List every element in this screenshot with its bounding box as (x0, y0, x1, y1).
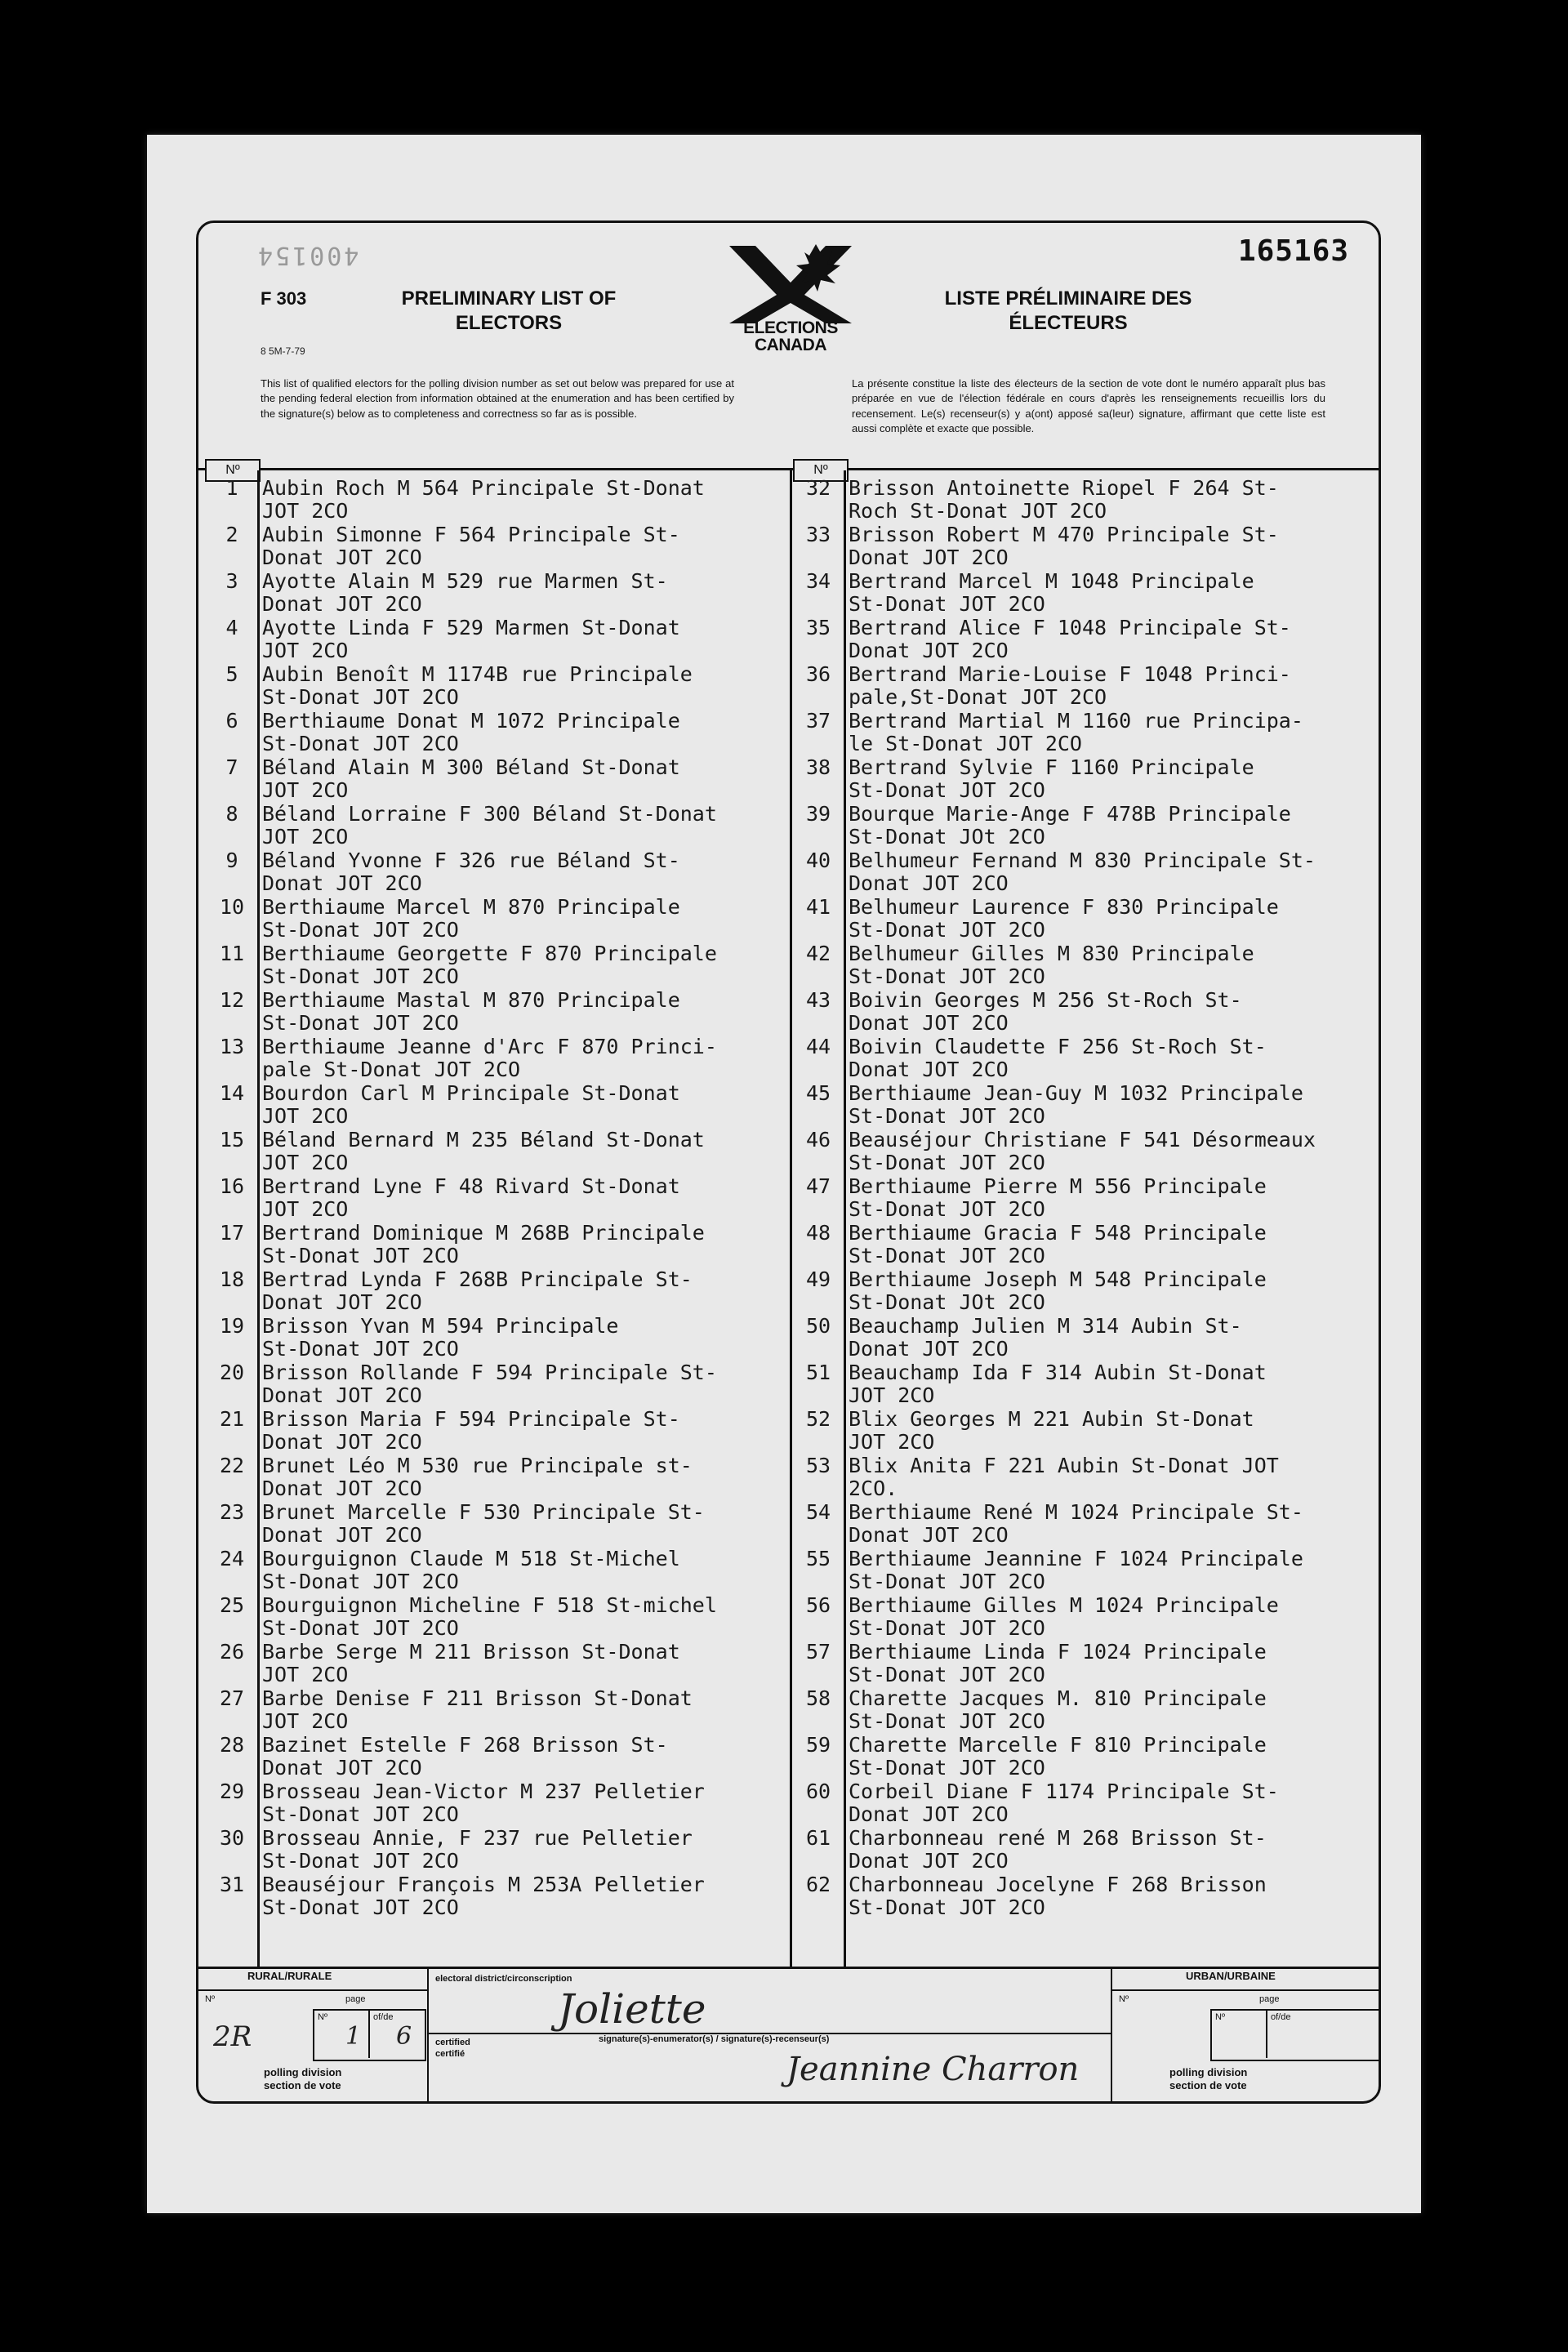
page-of-label: of/de (373, 2012, 394, 2022)
elector-number: 24 (219, 1547, 245, 1570)
elector-number: 8 (225, 802, 238, 826)
elector-line-2: JOT 2CO (849, 1383, 935, 1407)
signature-label: signature(s)-enumerator(s) / signature(s)-recenseur(s) (599, 2034, 830, 2044)
elector-number: 45 (805, 1081, 831, 1105)
elector-number: 40 (805, 849, 831, 872)
elector-details (849, 570, 1254, 616)
elector-line-2: JOT 2CO (262, 1104, 349, 1128)
elector-details (849, 1129, 1316, 1174)
elector-line-2: Donat JOT 2CO (849, 1337, 1009, 1361)
urban-page-no-label: Nº (1215, 2012, 1225, 2022)
elector-line-1: Bourdon Carl M Principale St-Donat (262, 1081, 680, 1105)
elector-details (262, 1454, 693, 1500)
rural-label: RURAL/RURALE (247, 1970, 332, 1982)
elector-line-2: JOT 2CO (262, 499, 349, 523)
rural-page-label: page (345, 1994, 366, 2004)
elector-line-1: Ayotte Alain M 529 rue Marmen St- (262, 569, 668, 593)
district-label: electoral district/circonscription (435, 1974, 572, 1984)
elector-number: 39 (805, 802, 831, 826)
elector-details (262, 523, 680, 569)
elector-line-1: Berthiaume Linda F 1024 Principale (849, 1640, 1267, 1664)
elector-details (262, 942, 717, 988)
elector-details (849, 1780, 1279, 1826)
elector-number: 31 (219, 1873, 245, 1896)
elector-details (262, 1129, 705, 1174)
title-french: LISTE PRÉLIMINAIRE DES ÉLECTEURS (944, 287, 1192, 334)
elector-details (849, 1315, 1242, 1361)
title-english: PRELIMINARY LIST OF ELECTORS (401, 287, 617, 334)
elector-details (262, 989, 680, 1035)
elector-details (262, 1827, 693, 1873)
elector-line-2: le St-Donat JOT 2CO (849, 732, 1082, 755)
elector-details (262, 1222, 705, 1267)
elector-details (849, 1082, 1303, 1128)
elector-number: 41 (805, 895, 831, 919)
elector-number: 35 (805, 616, 831, 639)
elector-details (849, 1873, 1267, 1919)
elector-line-1: Berthiaume Georgette F 870 Principale (262, 942, 717, 965)
elector-details (849, 896, 1279, 942)
elector-details (262, 756, 680, 802)
elector-line-1: Bertrad Lynda F 268B Principale St- (262, 1267, 693, 1291)
elector-line-1: Berthiaume Gilles M 1024 Principale (849, 1593, 1279, 1617)
elector-number: 54 (805, 1500, 831, 1524)
urban-polling-label-fr: section de vote (1169, 2079, 1247, 2091)
logo-line-1: ELECTIONS (743, 318, 838, 337)
elector-line-1: Charette Jacques M. 810 Principale (849, 1686, 1267, 1710)
elector-line-1: Brunet Marcelle F 530 Principale St- (262, 1500, 705, 1524)
elector-line-2: St-Donat JOT 2CO (849, 1756, 1045, 1780)
elector-line-2: St-Donat JOT 2CO (849, 592, 1045, 616)
elector-number: 21 (219, 1407, 245, 1431)
elector-line-2: Donat JOT 2CO (262, 1430, 422, 1454)
elector-number: 13 (219, 1035, 245, 1058)
elector-details (849, 1408, 1254, 1454)
elector-details (262, 1036, 717, 1081)
elector-line-1: Beauséjour Christiane F 541 Désormeaux (849, 1128, 1316, 1152)
elector-line-2: St-Donat JOt 2CO (849, 825, 1045, 849)
elector-line-1: Aubin Simonne F 564 Principale St- (262, 523, 680, 546)
elector-line-1: Berthiaume Pierre M 556 Principale (849, 1174, 1267, 1198)
elector-line-1: Bertrand Lyne F 48 Rivard St-Donat (262, 1174, 680, 1198)
elections-canada-logo (713, 238, 868, 368)
elector-line-2: St-Donat JOt 2CO (849, 1290, 1045, 1314)
elector-line-1: Berthiaume Jeannine F 1024 Principale (849, 1547, 1303, 1570)
elector-line-1: Belhumeur Fernand M 830 Principale St- (849, 849, 1316, 872)
electors-list (198, 463, 1379, 1969)
center-divider (790, 470, 792, 1969)
elector-details (262, 803, 717, 849)
elector-line-2: St-Donat JOT 2CO (262, 964, 459, 988)
elector-line-1: Charbonneau rené M 268 Brisson St- (849, 1826, 1267, 1850)
left-number-divider (257, 470, 260, 1969)
page-box (313, 2009, 426, 2061)
certified-label-fr: certifié (435, 2049, 466, 2059)
elector-line-2: Donat JOT 2CO (262, 1477, 422, 1500)
elector-line-1: Berthiaume Gracia F 548 Principale (849, 1221, 1267, 1245)
elector-number: 9 (225, 849, 238, 872)
elector-details (262, 1594, 717, 1640)
elector-line-2: St-Donat JOT 2CO (849, 1197, 1045, 1221)
elector-line-1: Brosseau Jean-Victor M 237 Pelletier (262, 1780, 705, 1803)
right-number-divider (844, 470, 846, 1969)
elector-line-2: St-Donat JOT 2CO (262, 1895, 459, 1919)
elector-line-1: Aubin Roch M 564 Principale St-Donat (262, 476, 705, 500)
elector-details (849, 1687, 1267, 1733)
elector-line-2: JOT 2CO (849, 1430, 935, 1454)
document-stamp: 400154 (256, 241, 359, 270)
elector-line-1: Berthiaume Joseph M 548 Principale (849, 1267, 1267, 1291)
elector-details (262, 1548, 680, 1593)
elector-details (849, 523, 1279, 569)
elector-details (262, 1175, 680, 1221)
elector-details (849, 1036, 1267, 1081)
elector-number: 20 (219, 1361, 245, 1384)
elector-details (262, 710, 680, 755)
elector-number: 18 (219, 1267, 245, 1291)
elector-details (262, 1315, 619, 1361)
elector-line-2: St-Donat JOT 2CO (262, 1616, 459, 1640)
elector-line-1: Brisson Rollande F 594 Principale St- (262, 1361, 717, 1384)
elector-line-2: St-Donat JOT 2CO (849, 918, 1045, 942)
elector-details (849, 1501, 1303, 1547)
elector-line-1: Brosseau Annie, F 237 rue Pelletier (262, 1826, 693, 1850)
elector-details (262, 570, 668, 616)
elector-number: 14 (219, 1081, 245, 1105)
elector-line-2: Donat JOT 2CO (262, 1290, 422, 1314)
elector-number: 10 (219, 895, 245, 919)
elector-details (849, 1361, 1267, 1407)
right-no-header: Nº (793, 459, 849, 482)
elector-number: 43 (805, 988, 831, 1012)
elector-number: 28 (219, 1733, 245, 1757)
elector-number: 50 (805, 1314, 831, 1338)
page-of-value: 6 (396, 2022, 412, 2051)
elector-number: 22 (219, 1454, 245, 1477)
maple-leaf-x-icon (713, 238, 868, 327)
elector-line-2: St-Donat JOT 2CO (262, 1337, 459, 1361)
elector-number: 23 (219, 1500, 245, 1524)
elector-number: 60 (805, 1780, 831, 1803)
elector-line-2: JOT 2CO (262, 1709, 349, 1733)
elector-line-1: Beauséjour François M 253A Pelletier (262, 1873, 705, 1896)
elector-line-1: Belhumeur Gilles M 830 Principale (849, 942, 1254, 965)
elector-number: 4 (225, 616, 238, 639)
elector-line-1: Charbonneau Jocelyne F 268 Brisson (849, 1873, 1267, 1896)
elector-details (262, 1873, 705, 1919)
elector-details (849, 1454, 1279, 1500)
elector-line-1: Bertrand Dominique M 268B Principale (262, 1221, 705, 1245)
elector-line-1: Berthiaume Donat M 1072 Principale (262, 709, 680, 733)
elector-number: 26 (219, 1640, 245, 1664)
elector-line-2: St-Donat JOT 2CO (849, 964, 1045, 988)
elector-line-1: Boivin Georges M 256 St-Roch St- (849, 988, 1242, 1012)
elector-line-2: JOT 2CO (262, 825, 349, 849)
elector-line-2: JOT 2CO (262, 1197, 349, 1221)
elector-line-2: Donat JOT 2CO (262, 871, 422, 895)
electors-form (196, 220, 1381, 2104)
elector-line-2: Roch St-Donat JOT 2CO (849, 499, 1107, 523)
elector-details (262, 1780, 705, 1826)
certified-label-en: certified (435, 2038, 470, 2047)
urban-polling-label-en: polling division (1169, 2066, 1248, 2078)
document-page (147, 135, 1421, 2213)
elector-line-2: Donat JOT 2CO (262, 1383, 422, 1407)
elector-line-1: Brisson Yvan M 594 Principale (262, 1314, 619, 1338)
elector-number: 56 (805, 1593, 831, 1617)
polling-label-fr: section de vote (264, 2079, 341, 2091)
elector-number: 61 (805, 1826, 831, 1850)
elector-line-1: Barbe Denise F 211 Brisson St-Donat (262, 1686, 693, 1710)
elector-details (849, 942, 1254, 988)
urban-label: URBAN/URBAINE (1186, 1970, 1276, 1982)
intro-french: La présente constitue la liste des électeurs de la section de vote dont le numéro apparaît plus bas préparée en vue de l'élection fédérale en cours d'après les renseignements recueillis lors du recensement. Le(s) recenseur(s) y a(ont) apposé sa(leur) signature, affirmant que cette liste est aussi complète et exacte que possible. (852, 377, 1325, 435)
elector-details (849, 1734, 1267, 1780)
elector-line-2: St-Donat JOT 2CO (262, 1802, 459, 1826)
elector-number: 57 (805, 1640, 831, 1664)
enumerator-signature: Jeannine Charron (786, 2051, 1080, 2088)
elector-line-2: Donat JOT 2CO (849, 639, 1009, 662)
elector-line-2: St-Donat JOT 2CO (849, 1570, 1045, 1593)
elector-number: 1 (225, 476, 238, 500)
elector-line-2: St-Donat JOT 2CO (849, 778, 1045, 802)
elector-number: 6 (225, 709, 238, 733)
elector-number: 55 (805, 1547, 831, 1570)
urban-no-label: Nº (1119, 1994, 1129, 2004)
elector-line-1: Béland Lorraine F 300 Béland St-Donat (262, 802, 717, 826)
elector-line-1: Bourguignon Micheline F 518 St-michel (262, 1593, 717, 1617)
left-no-header: Nº (205, 459, 261, 482)
elector-details (849, 1641, 1267, 1686)
rural-no-label: Nº (205, 1994, 215, 2004)
elector-line-2: St-Donat JOT 2CO (849, 1151, 1045, 1174)
district-value: Joliette (558, 1985, 706, 2033)
elector-line-1: Barbe Serge M 211 Brisson St-Donat (262, 1640, 680, 1664)
elector-details (262, 1082, 680, 1128)
elector-details (849, 1827, 1267, 1873)
elector-details (262, 617, 680, 662)
elector-line-1: Berthiaume Mastal M 870 Principale (262, 988, 680, 1012)
elector-details (849, 617, 1291, 662)
print-code: 8 5M-7-79 (261, 345, 305, 357)
elector-line-1: Brisson Robert M 470 Principale St- (849, 523, 1279, 546)
elector-line-1: Bertrand Alice F 1048 Principale St- (849, 616, 1291, 639)
elector-number: 15 (219, 1128, 245, 1152)
elector-line-1: Bourque Marie-Ange F 478B Principale (849, 802, 1291, 826)
page-no-label: Nº (318, 2012, 327, 2022)
page-value: 1 (345, 2022, 362, 2051)
elector-details (262, 1268, 693, 1314)
elector-number: 17 (219, 1221, 245, 1245)
elector-line-1: Brisson Maria F 594 Principale St- (262, 1407, 680, 1431)
elector-number: 52 (805, 1407, 831, 1431)
elector-details (849, 803, 1291, 849)
elector-line-2: Donat JOT 2CO (849, 1011, 1009, 1035)
elector-line-2: Donat JOT 2CO (849, 1058, 1009, 1081)
elector-line-2: St-Donat JOT 2CO (849, 1709, 1045, 1733)
form-code: F 303 (261, 288, 307, 309)
form-footer (198, 1967, 1379, 2104)
elector-number: 38 (805, 755, 831, 779)
elector-details (849, 1222, 1267, 1267)
elector-line-2: Donat JOT 2CO (849, 546, 1009, 569)
elector-number: 29 (219, 1780, 245, 1803)
elector-number: 48 (805, 1221, 831, 1245)
elector-line-1: Belhumeur Laurence F 830 Principale (849, 895, 1279, 919)
elector-line-1: Charette Marcelle F 810 Principale (849, 1733, 1267, 1757)
elector-number: 51 (805, 1361, 831, 1384)
elector-details (262, 1687, 693, 1733)
elector-details (849, 1175, 1267, 1221)
elector-line-1: Blix Anita F 221 Aubin St-Donat JOT (849, 1454, 1279, 1477)
elector-line-1: Blix Georges M 221 Aubin St-Donat (849, 1407, 1254, 1431)
elector-number: 32 (805, 476, 831, 500)
elector-number: 2 (225, 523, 238, 546)
elector-line-1: Beauchamp Ida F 314 Aubin St-Donat (849, 1361, 1267, 1384)
elector-line-2: JOT 2CO (262, 1663, 349, 1686)
elector-line-2: St-Donat JOT 2CO (262, 918, 459, 942)
elector-number: 46 (805, 1128, 831, 1152)
elector-number: 19 (219, 1314, 245, 1338)
elector-details (262, 1501, 705, 1547)
elector-number: 36 (805, 662, 831, 686)
logo-line-2: CANADA (755, 336, 826, 354)
elector-line-1: Bertrand Marcel M 1048 Principale (849, 569, 1254, 593)
elector-line-2: 2CO. (849, 1477, 898, 1500)
elector-line-2: St-Donat JOT 2CO (849, 1104, 1045, 1128)
elector-details (262, 1641, 680, 1686)
elector-details (849, 477, 1279, 523)
elector-line-2: JOT 2CO (262, 639, 349, 662)
elector-details (849, 756, 1254, 802)
elector-number: 25 (219, 1593, 245, 1617)
elector-line-1: Berthiaume Marcel M 870 Principale (262, 895, 680, 919)
elector-number: 11 (219, 942, 245, 965)
elector-number: 12 (219, 988, 245, 1012)
elector-details (849, 1268, 1267, 1314)
elector-number: 7 (225, 755, 238, 779)
elector-line-1: Berthiaume Jean-Guy M 1032 Principale (849, 1081, 1303, 1105)
elector-line-2: pale,St-Donat JOT 2CO (849, 685, 1107, 709)
elector-number: 34 (805, 569, 831, 593)
elector-line-1: Brunet Léo M 530 rue Principale st- (262, 1454, 693, 1477)
elector-line-2: St-Donat JOT 2CO (262, 1011, 459, 1035)
elector-line-2: St-Donat JOT 2CO (849, 1244, 1045, 1267)
elector-number: 3 (225, 569, 238, 593)
elector-line-1: Beauchamp Julien M 314 Aubin St- (849, 1314, 1242, 1338)
elector-details (849, 989, 1242, 1035)
elector-number: 42 (805, 942, 831, 965)
elector-number: 58 (805, 1686, 831, 1710)
elector-number: 30 (219, 1826, 245, 1850)
serial-number: 165163 (1237, 234, 1349, 268)
elector-line-2: Donat JOT 2CO (262, 1523, 422, 1547)
elector-line-1: Béland Bernard M 235 Béland St-Donat (262, 1128, 705, 1152)
elector-number: 37 (805, 709, 831, 733)
elector-line-2: St-Donat JOT 2CO (262, 1849, 459, 1873)
urban-section (1111, 1967, 1379, 2102)
urban-page-of-label: of/de (1271, 2012, 1291, 2022)
elector-details (849, 1594, 1279, 1640)
elector-number: 5 (225, 662, 238, 686)
elector-line-1: Aubin Benoît M 1174B rue Principale (262, 662, 693, 686)
elector-line-2: Donat JOT 2CO (262, 546, 422, 569)
elector-line-1: Brisson Antoinette Riopel F 264 St- (849, 476, 1279, 500)
elector-number: 33 (805, 523, 831, 546)
elector-line-1: Boivin Claudette F 256 St-Roch St- (849, 1035, 1267, 1058)
elector-number: 62 (805, 1873, 831, 1896)
elector-line-2: JOT 2CO (262, 1151, 349, 1174)
elector-details (262, 1361, 717, 1407)
elector-line-1: Béland Yvonne F 326 rue Béland St- (262, 849, 680, 872)
elector-line-1: Berthiaume Jeanne d'Arc F 870 Princi- (262, 1035, 717, 1058)
elector-line-2: St-Donat JOT 2CO (262, 1244, 459, 1267)
elector-details (262, 1734, 668, 1780)
elector-line-2: St-Donat JOT 2CO (849, 1663, 1045, 1686)
elector-line-2: Donat JOT 2CO (849, 1802, 1009, 1826)
elector-line-2: St-Donat JOT 2CO (849, 1616, 1045, 1640)
elector-line-2: Donat JOT 2CO (849, 1523, 1009, 1547)
rural-no-value: 2R (213, 2020, 252, 2053)
elector-line-2: St-Donat JOT 2CO (262, 1570, 459, 1593)
elector-line-2: Donat JOT 2CO (262, 1756, 422, 1780)
elector-details (262, 477, 705, 523)
elector-number: 47 (805, 1174, 831, 1198)
elector-line-1: Bertrand Marie-Louise F 1048 Princi- (849, 662, 1291, 686)
elector-line-2: St-Donat JOT 2CO (849, 1895, 1045, 1919)
elector-number: 44 (805, 1035, 831, 1058)
elector-details (262, 896, 680, 942)
elector-line-1: Ayotte Linda F 529 Marmen St-Donat (262, 616, 680, 639)
elector-line-1: Bourguignon Claude M 518 St-Michel (262, 1547, 680, 1570)
elector-line-2: pale St-Donat JOT 2CO (262, 1058, 521, 1081)
elector-line-1: Bertrand Sylvie F 1160 Principale (849, 755, 1254, 779)
elector-number: 49 (805, 1267, 831, 1291)
elector-number: 53 (805, 1454, 831, 1477)
elector-line-1: Béland Alain M 300 Béland St-Donat (262, 755, 680, 779)
urban-page-label: page (1259, 1994, 1280, 2004)
elector-line-2: Donat JOT 2CO (262, 592, 422, 616)
elector-details (849, 663, 1291, 709)
elector-number: 27 (219, 1686, 245, 1710)
elector-details (849, 849, 1316, 895)
polling-label-en: polling division (264, 2066, 342, 2078)
elector-line-2: JOT 2CO (262, 778, 349, 802)
elector-line-2: Donat JOT 2CO (849, 871, 1009, 895)
elector-line-1: Bazinet Estelle F 268 Brisson St- (262, 1733, 668, 1757)
elector-details (849, 1548, 1303, 1593)
intro-english: This list of qualified electors for the polling division number as set out below was prepared for use at the pending federal election from information obtained at the enumeration and has been certified by the signature(s) below as to completeness and correctness so far as is possible. (261, 377, 734, 420)
elector-number: 59 (805, 1733, 831, 1757)
elector-line-2: Donat JOT 2CO (849, 1849, 1009, 1873)
elector-line-1: Corbeil Diane F 1174 Principale St- (849, 1780, 1279, 1803)
elector-line-2: St-Donat JOT 2CO (262, 732, 459, 755)
elector-details (262, 1408, 680, 1454)
elector-details (849, 710, 1303, 755)
rural-section (198, 1967, 429, 2102)
elector-line-1: Berthiaume René M 1024 Principale St- (849, 1500, 1303, 1524)
elector-line-2: St-Donat JOT 2CO (262, 685, 459, 709)
urban-page-box (1210, 2009, 1380, 2061)
elector-details (262, 663, 693, 709)
elector-number: 16 (219, 1174, 245, 1198)
elector-line-1: Bertrand Martial M 1160 rue Principa- (849, 709, 1303, 733)
elector-details (262, 849, 680, 895)
